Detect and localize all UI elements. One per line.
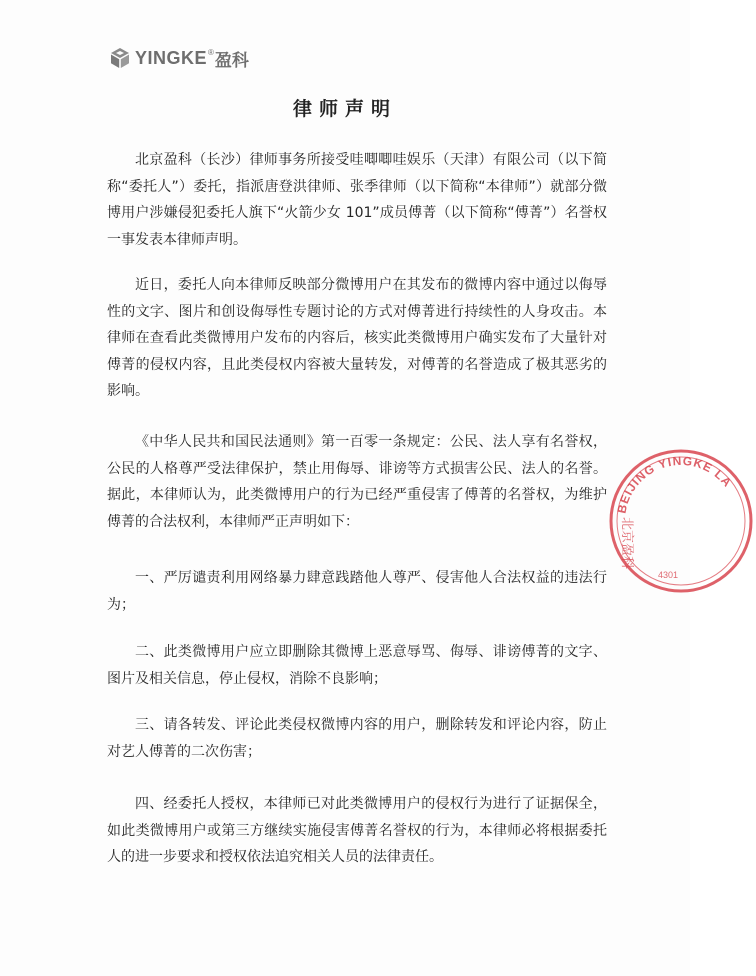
paragraph-facts: 近日，委托人向本律师反映部分微博用户在其发布的微博内容中通过以侮辱性的文字、图片和创设侮辱性专题讨论的方式对傅菁进行持续性的人身攻击。本律师在查看此类微博用户发布的内容后，核实此类微博用户确实发布了大量针对傅菁的侵权内容，且此类侵权内容被大量转发，对傅菁的名誉造成了极其恶劣的影响。	[107, 277, 607, 399]
paragraph-item-3: 三、请各转发、评论此类侵权微博内容的用户，删除转发和评论内容，防止对艺人傅菁的二次伤害；	[107, 717, 607, 760]
paragraph-intro: 北京盈科（长沙）律师事务所接受哇唧唧哇娱乐（天津）有限公司（以下简称“委托人”）委托，指派唐登洪律师、张季律师（以下简称“本律师”）就部分微博用户涉嫌侵犯委托人旗下“火箭少女 101”成员傅菁（以下简称“傅菁”）名誉权一事发表本律师声明。	[107, 152, 607, 248]
paragraph-item-2: 二、此类微博用户应立即删除其微博上恶意辱骂、侮辱、诽谤傅菁的文字、图片及相关信息，停止侵权，消除不良影响；	[107, 644, 607, 687]
svg-text:4301: 4301	[658, 570, 679, 580]
yingke-logo	[110, 44, 249, 72]
document-title: 律师声明	[292, 98, 397, 120]
svg-text:BEIJING YINGKE LA: BEIJING YINGKE LA	[614, 453, 735, 515]
svg-text:北京盈科: 北京盈科	[619, 517, 634, 570]
registered-mark: ®	[208, 47, 214, 57]
cube-logo-icon	[110, 47, 130, 69]
paragraph-item-4: 四、经委托人授权，本律师已对此类微博用户的侵权行为进行了证据保全，如此类微博用户或第三方继续实施侵害傅菁名誉权的行为，本律师必将根据委托人的进一步要求和授权依法追究相关人员的法律责任。	[107, 796, 607, 865]
law-firm-seal-stamp	[606, 446, 756, 596]
paragraph-legal-basis: 《中华人民共和国民法通则》第一百零一条规定：公民、法人享有名誉权，公民的人格尊严受法律保护，禁止用侮辱、诽谤等方式损害公民、法人的名誉。据此，本律师认为，此类微博用户的行为已经严重侵害了傅菁的名誉权，为维护傅菁的合法权利，本律师严正声明如下：	[107, 434, 607, 530]
paragraph-item-1: 一、严厉谴责利用网络暴力肆意践踏他人尊严、侵害他人合法权益的违法行为；	[107, 570, 607, 613]
logo-chinese-text: 盈科	[214, 50, 249, 71]
logo-text: YINGKE	[135, 47, 208, 68]
